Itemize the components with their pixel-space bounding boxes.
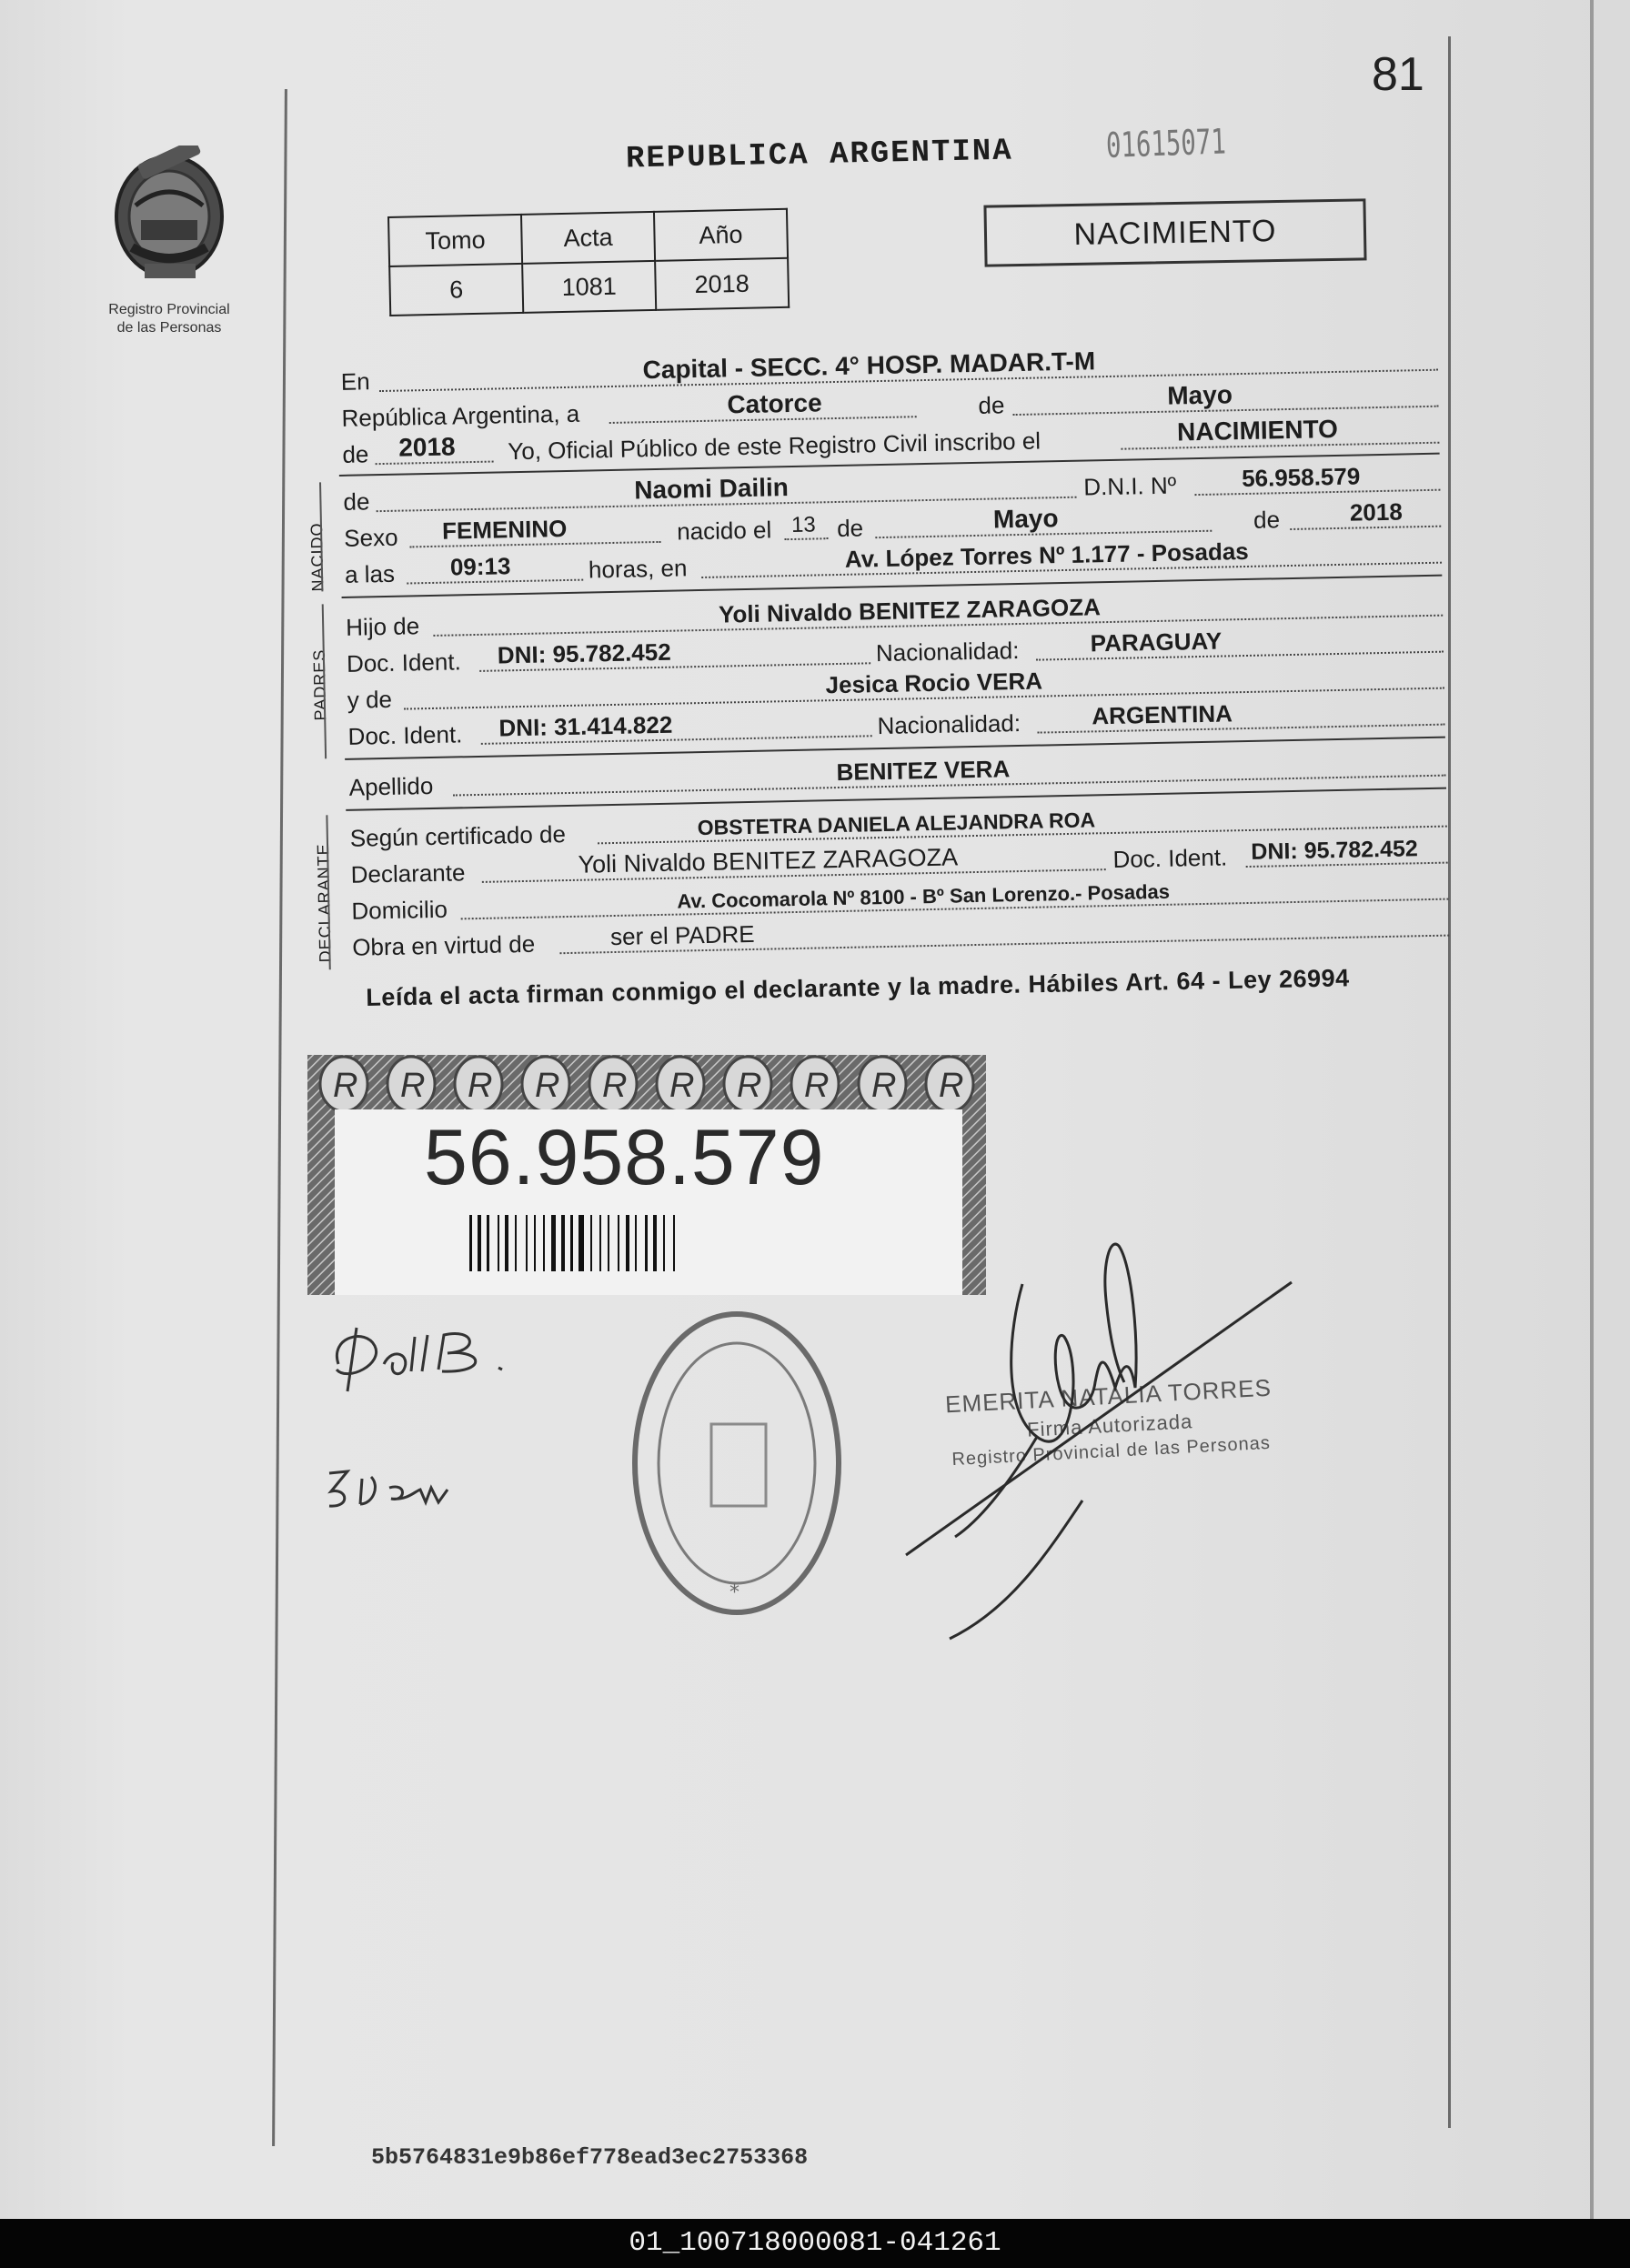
horas-label: horas, en bbox=[588, 554, 688, 584]
dni-label: D.N.I. Nº bbox=[1082, 471, 1177, 501]
obra-label: Obra en virtud de bbox=[351, 929, 536, 961]
svg-text:R: R bbox=[400, 1067, 426, 1105]
sexo-label: Sexo bbox=[343, 523, 398, 552]
official-role: Firma Autorizada bbox=[1026, 1410, 1193, 1441]
certificado-label: Según certificado de bbox=[349, 820, 567, 852]
closing-statement: Leída el acta firman conmigo el declarante y la madre. Hábiles Art. 64 - Ley 26994 bbox=[366, 964, 1350, 1011]
official-name: EMERITA NATALIA TORRES bbox=[944, 1373, 1273, 1419]
svg-text:*: * bbox=[729, 1581, 740, 1604]
declarante-side-label: DECLARANTE bbox=[313, 843, 335, 963]
serial-number: 01615071 bbox=[1105, 121, 1227, 166]
nacionalidad2-label: Nacionalidad: bbox=[877, 708, 1021, 740]
nacido-el-label: nacido el bbox=[676, 516, 772, 546]
document-type-box: NACIMIENTO bbox=[983, 198, 1366, 266]
apellido-label: Apellido bbox=[348, 771, 434, 801]
scan-id-footer: 01_100718000081-041261 bbox=[0, 2219, 1630, 2268]
logo-caption-line2: de las Personas bbox=[116, 320, 222, 336]
handwritten-initials bbox=[320, 1310, 538, 1405]
handwritten-note bbox=[320, 1455, 466, 1523]
declarante-label: Declarante bbox=[350, 858, 466, 888]
declarante-doc: DNI: 95.782.452 bbox=[1251, 836, 1419, 865]
en-label: En bbox=[340, 367, 370, 396]
birth-place: Av. López Torres Nº 1.177 - Posadas bbox=[844, 537, 1249, 573]
de5-label: de bbox=[1253, 506, 1281, 534]
nacido-side-label: NACIDO bbox=[307, 522, 327, 592]
misiones-emblem-icon bbox=[101, 146, 237, 291]
svg-text:R: R bbox=[939, 1067, 964, 1105]
mother-nationality: ARGENTINA bbox=[1092, 699, 1233, 730]
de3-label: de bbox=[343, 487, 370, 516]
obra-value: ser el PADRE bbox=[609, 919, 755, 951]
table-header-ano: Año bbox=[654, 209, 788, 261]
barcode-number: 56.958.579 bbox=[424, 1114, 825, 1201]
en-value: Capital - SECC. 4° HOSP. MADAR.T-M bbox=[642, 346, 1096, 385]
birth-month: Mayo bbox=[992, 504, 1059, 534]
official-office: Registro Provincial de las Personas bbox=[951, 1432, 1272, 1470]
svg-text:R: R bbox=[669, 1067, 695, 1105]
nacionalidad-label: Nacionalidad: bbox=[875, 637, 1020, 667]
day-text: Catorce bbox=[727, 388, 822, 419]
table-value-acta: 1081 bbox=[522, 261, 656, 313]
de4-label: de bbox=[836, 514, 864, 542]
registration-form bbox=[307, 324, 1450, 973]
doc-ident2-label: Doc. Ident. bbox=[347, 720, 463, 750]
father-name: Yoli Nivaldo BENITEZ ZARAGOZA bbox=[718, 593, 1102, 628]
birth-time: 09:13 bbox=[449, 552, 511, 581]
de2-label: de bbox=[342, 440, 369, 468]
birth-day: 13 bbox=[790, 512, 817, 538]
doc-ident-label: Doc. Ident. bbox=[346, 647, 462, 677]
round-registry-seal bbox=[628, 1306, 846, 1625]
oficial-text: Yo, Oficial Público de este Registro Civil inscribo el bbox=[508, 427, 1041, 466]
mother-doc: DNI: 31.414.822 bbox=[498, 710, 673, 742]
certificado-value: OBSTETRA DANIELA ALEJANDRA ROA bbox=[697, 808, 1096, 840]
month: Mayo bbox=[1166, 380, 1233, 410]
page-edge-line bbox=[1590, 0, 1594, 2219]
dni-barcode-sticker bbox=[307, 1049, 986, 1295]
year: 2018 bbox=[397, 432, 456, 462]
table-header-acta: Acta bbox=[521, 212, 655, 264]
mother-name: Jesica Rocio VERA bbox=[825, 667, 1043, 699]
official-signature-graphic bbox=[901, 1228, 1301, 1655]
svg-text:R: R bbox=[737, 1067, 762, 1105]
svg-text:R: R bbox=[333, 1067, 358, 1105]
svg-text:R: R bbox=[804, 1067, 830, 1105]
padres-side-label: PADRES bbox=[309, 648, 330, 721]
table-value-ano: 2018 bbox=[655, 258, 789, 310]
domicilio-label: Domicilio bbox=[351, 895, 448, 925]
birth-year: 2018 bbox=[1349, 497, 1404, 527]
logo-caption-line1: Registro Provincial bbox=[108, 302, 230, 317]
svg-text:R: R bbox=[468, 1067, 493, 1105]
table-value-tomo: 6 bbox=[389, 264, 523, 316]
domicilio-value: Av. Cocomarola Nº 8100 - Bº San Lorenzo.- Posadas bbox=[677, 879, 1171, 913]
sexo-value: FEMENINO bbox=[441, 514, 568, 545]
father-doc: DNI: 95.782.452 bbox=[497, 637, 671, 669]
table-header-tomo: Tomo bbox=[388, 215, 522, 266]
republica-label: República Argentina, a bbox=[341, 399, 580, 432]
official-signature bbox=[901, 1228, 1301, 1660]
declarante-value: Yoli Nivaldo BENITEZ ZARAGOZA bbox=[578, 843, 959, 878]
right-margin-line bbox=[1448, 36, 1451, 2128]
svg-text:R: R bbox=[871, 1067, 897, 1105]
handwritten-initials-graphic bbox=[320, 1310, 538, 1400]
document-hash: 5b5764831e9b86ef778ead3ec2753368 bbox=[371, 2144, 809, 2171]
child-name: Naomi Dailin bbox=[633, 473, 790, 505]
child-dni: 56.958.579 bbox=[1241, 462, 1361, 493]
tomo-acta-table bbox=[387, 208, 790, 316]
y-de-label: y de bbox=[347, 685, 393, 714]
page-number: 81 bbox=[1372, 48, 1424, 101]
a-las-label: a las bbox=[344, 559, 396, 588]
document-title: REPUBLICA ARGENTINA bbox=[625, 134, 1014, 177]
hijo-label: Hijo de bbox=[345, 612, 420, 641]
doc-ident3-label: Doc. Ident. bbox=[1112, 843, 1228, 873]
inscribe-type: NACIMIENTO bbox=[1176, 414, 1339, 447]
provincial-registry-logo bbox=[87, 146, 251, 337]
round-seal-graphic bbox=[628, 1306, 846, 1621]
handwritten-note-graphic bbox=[320, 1455, 466, 1519]
father-nationality: PARAGUAY bbox=[1090, 627, 1222, 657]
apellido-value: BENITEZ VERA bbox=[836, 755, 1011, 787]
de-label: de bbox=[978, 391, 1005, 419]
svg-text:R: R bbox=[535, 1067, 560, 1105]
svg-text:R: R bbox=[602, 1067, 628, 1105]
